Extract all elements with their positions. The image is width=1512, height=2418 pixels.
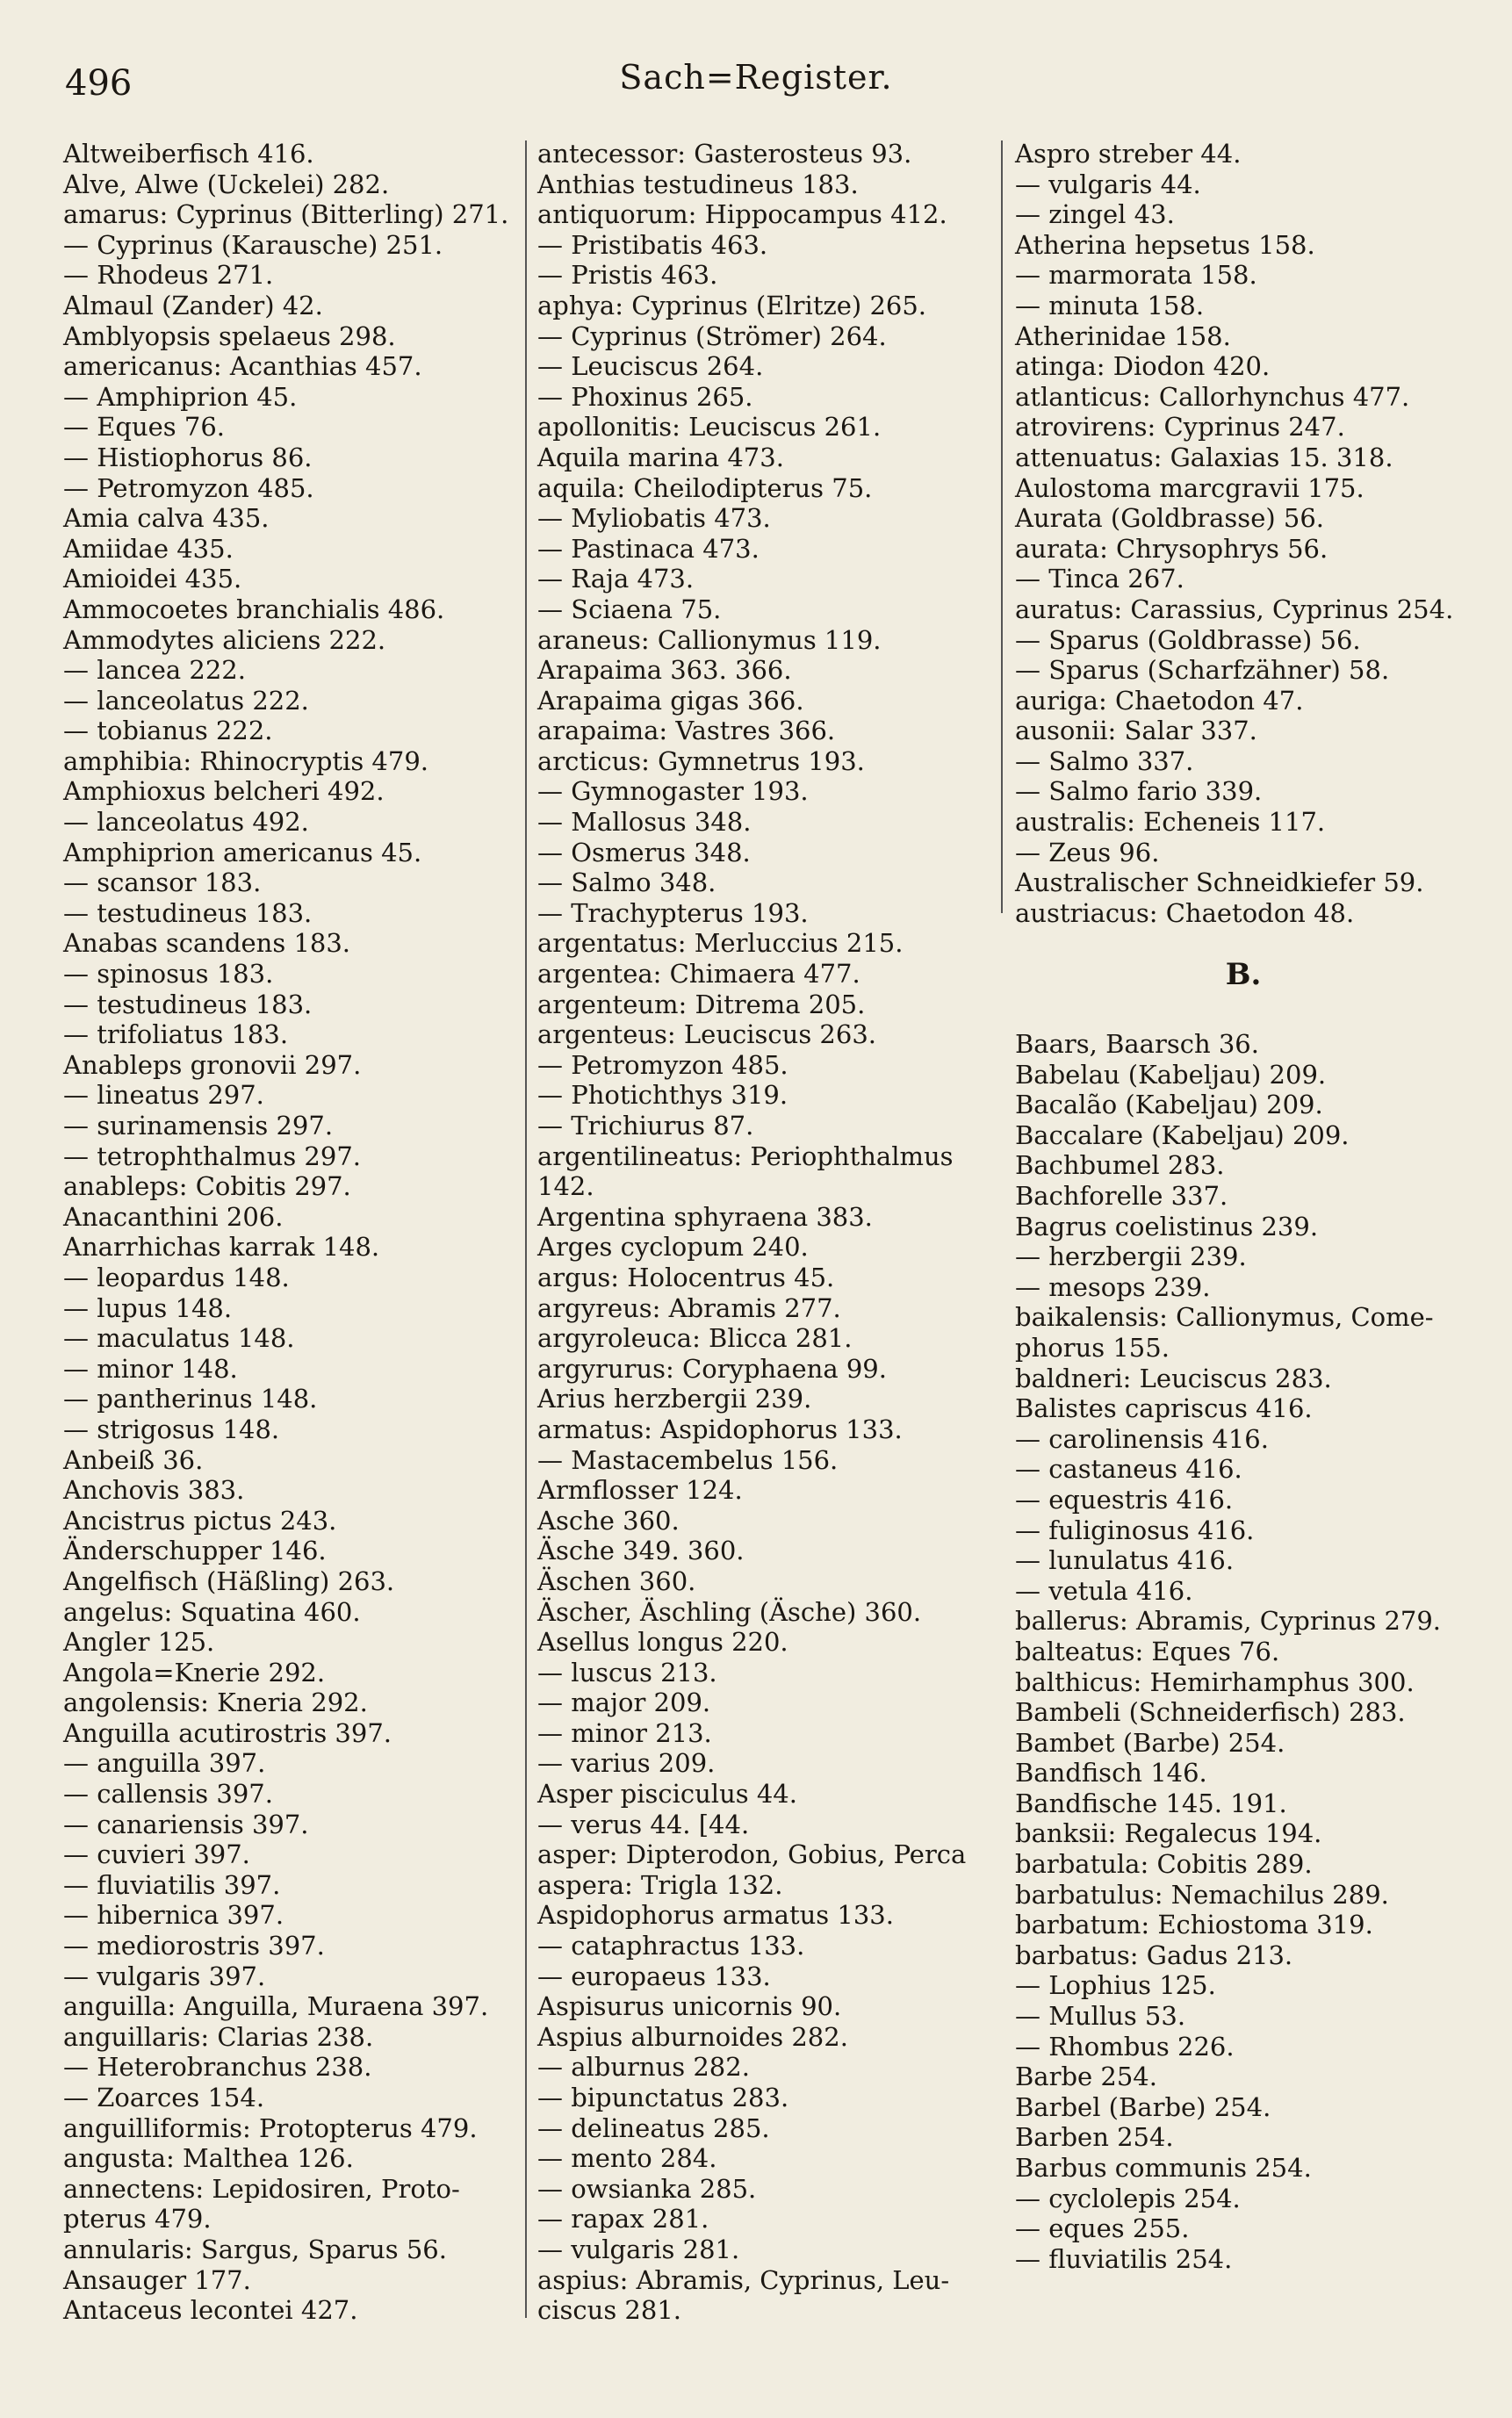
index-entry: Argentina sphyraena 383. [537,1201,873,1232]
index-entry: — hibernica 397. [63,1900,284,1931]
index-entry: Angelfisch (Häßling) 263. [63,1565,395,1596]
index-entry: argyroleuca: Blicca 281. [537,1323,853,1354]
index-entry: pterus 479. [63,2204,212,2234]
index-entry: — maculatus 148. [63,1323,295,1354]
index-entry: amarus: Cyprinus (Bitterling) 271. [63,199,509,230]
index-entry: Ammodytes aliciens 222. [63,624,386,655]
index-entry: — lunulatus 416. [1015,1545,1235,1576]
index-entry: auratus: Carassius, Cyprinus 254. [1015,594,1454,624]
index-entry: barbatula: Cobitis 289. [1015,1849,1313,1880]
index-entry: — lanceolatus 222. [63,685,309,716]
index-entry: — europaeus 133. [537,1961,771,1991]
index-entry: — Rhombus 226. [1015,2031,1235,2062]
index-entry: atinga: Diodon 420. [1015,351,1271,382]
index-entry: apollonitis: Leuciscus 261. [537,412,882,443]
index-entry: Aurata (Goldbrasse) 56. [1015,503,1325,534]
index-entry: — zingel 43. [1015,199,1175,230]
index-entry: — Lophius 125. [1015,1970,1216,2001]
index-entry: Arapaima gigas 366. [537,685,804,716]
index-entry: Amblyopsis spelaeus 298. [63,320,396,351]
index-entry: — Photichthys 319. [537,1080,788,1111]
index-entry: — Tinca 267. [1015,564,1184,594]
index-entry: — minuta 158. [1015,290,1205,320]
index-entry: argenteus: Leuciscus 263. [537,1019,877,1050]
index-entry: — cuvieri 397. [63,1839,250,1870]
index-entry: atrovirens: Cyprinus 247. [1015,412,1345,443]
index-entry: barbatum: Echiostoma 319. [1015,1910,1373,1940]
index-entry: — lupus 148. [63,1292,233,1323]
index-entry: anguillaris: Clarias 238. [63,2021,374,2052]
index-entry: atlanticus: Callorhynchus 477. [1015,381,1410,412]
index-group-b [1015,1029,1472,2274]
index-column-middle [537,139,994,2326]
index-entry: aspera: Trigla 132. [537,1869,783,1900]
index-entry: arapaima: Vastres 366. [537,716,836,746]
index-entry: Amphiprion americanus 45. [63,837,422,867]
index-entry: — vulgaris 44. [1015,169,1201,199]
index-entry: — Trachypterus 193. [537,897,809,928]
index-entry: — spinosus 183. [63,959,274,990]
index-entry: Almaul (Zander) 42. [63,290,323,320]
index-entry: Anarrhichas karrak 148. [63,1232,380,1263]
index-entry: — mento 284. [537,2143,717,2174]
index-entry: — Histiophorus 86. [63,442,313,472]
index-entry: — anguilla 397. [63,1748,266,1779]
index-entry: Asellus longus 220. [537,1627,788,1658]
index-entry: — mediorostris 397. [63,1931,325,1961]
index-entry: Bambeli (Schneiderfisch) 283. [1015,1697,1406,1728]
index-entry: Asche 360. [537,1505,680,1536]
index-entry: — Amphiprion 45. [63,381,298,412]
index-entry: americanus: Acanthias 457. [63,351,422,382]
index-entry: ciscus 281. [537,2295,681,2326]
index-entry: — Sciaena 75. [537,594,722,624]
index-entry: angolensis: Kneria 292. [63,1688,368,1718]
index-entry: — cataphractus 133. [537,1931,805,1961]
index-entry: Äscher, Äschling (Äsche) 360. [537,1596,922,1627]
index-entry: — Sparus (Scharfzähner) 58. [1015,655,1390,686]
index-entry: — Eques 76. [63,412,226,443]
index-entry: — Sparus (Goldbrasse) 56. [1015,624,1361,655]
column-rule [525,140,527,2318]
index-entry: argentatus: Merluccius 215. [537,928,904,959]
index-entry: — verus 44. [44. [537,1809,750,1839]
running-head: Sach=Register. [619,58,893,97]
index-entry: Balistes capriscus 416. [1015,1393,1313,1424]
index-entry: — herzbergii 239. [1015,1241,1247,1272]
index-entry: — fluviatilis 397. [63,1869,281,1900]
index-entry: aquila: Cheilodipterus 75. [537,472,873,503]
index-entry: attenuatus: Galaxias 15. 318. [1015,442,1393,472]
index-entry: — mesops 239. [1015,1271,1211,1302]
index-entry: angelus: Squatina 460. [63,1596,361,1627]
index-entry: Angler 125. [63,1627,215,1658]
index-entry: Babelau (Kabeljau) 209. [1015,1059,1327,1090]
index-entry: — Heterobranchus 238. [63,2052,372,2083]
index-entry: — scansor 183. [63,867,262,898]
index-entry: austriacus: Chaetodon 48. [1015,897,1355,928]
index-entry: balteatus: Eques 76. [1015,1636,1280,1666]
index-entry: — vulgaris 397. [63,1961,266,1991]
index-entry: phorus 155. [1015,1332,1170,1363]
index-entry: — Zoarces 154. [63,2083,265,2112]
index-entry: Bagrus coelistinus 239. [1015,1211,1319,1241]
index-entry: Angola=Knerie 292. [63,1657,326,1688]
index-entry: barbatulus: Nemachilus 289. [1015,1879,1389,1910]
index-entry: Atherinidae 158. [1015,320,1231,351]
index-entry: — Mastacembelus 156. [537,1444,839,1475]
index-entry: Bachforelle 337. [1015,1181,1228,1211]
index-entry: — cyclolepis 254. [1015,2183,1241,2213]
index-entry: anguilla: Anguilla, Muraena 397. [63,1991,489,2022]
index-entry: — marmorata 158. [1015,260,1257,291]
column-rule [1001,140,1003,913]
index-column-left [63,139,520,2326]
index-entry: Anableps gronovii 297. [63,1049,362,1080]
index-entry: Ammocoetes branchialis 486. [63,594,445,624]
index-entry: — fuliginosus 416. [1015,1515,1255,1545]
index-entry: — minor 213. [537,1717,712,1748]
index-entry: argyrurus: Coryphaena 99. [537,1353,887,1384]
index-entry: armatus: Aspidophorus 133. [537,1414,903,1444]
index-entry: 142. [537,1171,594,1202]
index-entry: — Cyprinus (Strömer) 264. [537,320,887,351]
index-entry: — carolinensis 416. [1015,1423,1269,1454]
index-entry: amphibia: Rhinocryptis 479. [63,745,428,776]
index-entry: — luscus 213. [537,1657,717,1688]
index-entry: balthicus: Hemirhamphus 300. [1015,1666,1415,1697]
index-entry: — Rhodeus 271. [63,260,274,291]
index-entry: — Zeus 96. [1015,837,1160,867]
index-entry: Barben 254. [1015,2122,1174,2153]
index-entry: Bandfisch 146. [1015,1758,1207,1788]
index-entry: argentea: Chimaera 477. [537,959,860,990]
section-letter-b: B. [1225,957,1262,993]
index-entry: argyreus: Abramis 277. [537,1292,841,1323]
page-number: 496 [65,63,133,104]
index-entry: Amphioxus belcheri 492. [63,776,385,807]
index-entry: — strigosus 148. [63,1414,280,1444]
index-entry: Anabas scandens 183. [63,928,351,959]
index-entry: — vulgaris 281. [537,2234,740,2264]
index-entry: Anchovis 383. [63,1475,245,1506]
index-entry: Altweiberfisch 416. [63,139,314,169]
index-entry: Aulostoma marcgravii 175. [1015,472,1364,503]
index-entry: — tobianus 222. [63,716,273,746]
index-entry: arcticus: Gymnetrus 193. [537,745,865,776]
index-entry: — Osmerus 348. [537,837,751,867]
index-entry: antecessor: Gasterosteus 93. [537,139,912,169]
index-entry: Arges cyclopum 240. [537,1232,809,1263]
index-entry: Anbeiß 36. [63,1444,204,1475]
index-entry: ballerus: Abramis, Cyprinus 279. [1015,1606,1442,1637]
index-entry: annularis: Sargus, Sparus 56. [63,2234,447,2264]
index-entry: anguilliformis: Protopterus 479. [63,2112,478,2143]
index-entry: — tetrophthalmus 297. [63,1141,361,1171]
index-entry: Ansauger 177. [63,2264,251,2295]
index-entry: Aspro streber 44. [1015,139,1242,169]
index-entry: — fluviatilis 254. [1015,2243,1233,2274]
index-entry: — trifoliatus 183. [63,1019,289,1050]
index-entry: Änderschupper 146. [63,1536,327,1566]
index-entry: annectens: Lepidosiren, Proto- [63,2173,460,2204]
index-entry: — Pristis 463. [537,260,718,291]
index-entry: — rapax 281. [537,2204,709,2234]
index-entry: Amia calva 435. [63,503,270,534]
index-entry: ausonii: Salar 337. [1015,716,1257,746]
index-entry: — lancea 222. [63,655,246,686]
index-entry: anableps: Cobitis 297. [63,1171,351,1202]
index-entry: angusta: Malthea 126. [63,2143,354,2174]
index-entry: — Leuciscus 264. [537,351,764,382]
index-entry: Baars, Baarsch 36. [1015,1029,1259,1060]
index-entry: Barbus communis 254. [1015,2153,1312,2183]
index-entry: — testudineus 183. [63,989,313,1019]
index-entry: baldneri: Leuciscus 283. [1015,1363,1332,1393]
index-entry: — Pristibatis 463. [537,229,768,260]
index-entry: — Mallosus 348. [537,807,752,838]
index-entry: — varius 209. [537,1748,716,1779]
index-entry: aspius: Abramis, Cyprinus, Leu- [537,2264,950,2295]
index-entry: — Pastinaca 473. [537,533,760,564]
index-entry: Bambet (Barbe) 254. [1015,1727,1285,1758]
index-entry: banksii: Regalecus 194. [1015,1818,1322,1849]
index-entry: — major 209. [537,1688,711,1718]
index-entry: Bacalão (Kabeljau) 209. [1015,1090,1323,1120]
index-entry: argenteum: Ditrema 205. [537,989,866,1019]
index-entry: baikalensis: Callionymus, Come- [1015,1302,1434,1333]
index-entry: barbatus: Gadus 213. [1015,1939,1293,1970]
index-entry: — Phoxinus 265. [537,381,753,412]
index-entry: aphya: Cyprinus (Elritze) 265. [537,290,927,320]
index-entry: — castaneus 416. [1015,1454,1242,1485]
index-entry: Amioidei 435. [63,564,242,594]
index-entry: — owsianka 285. [537,2173,757,2204]
index-entry: Australischer Schneidkiefer 59. [1015,867,1424,898]
index-entry: Asper pisciculus 44. [537,1779,797,1810]
index-entry: — alburnus 282. [537,2052,750,2083]
index-entry: auriga: Chaetodon 47. [1015,685,1304,716]
index-entry: — Mullus 53. [1015,2001,1186,2032]
index-entry: — Cyprinus (Karausche) 251. [63,229,443,260]
index-entry: Atherina hepsetus 158. [1015,229,1315,260]
index-column-right [1015,139,1472,2274]
index-entry: Barbel (Barbe) 254. [1015,2091,1271,2122]
index-entry: — lanceolatus 492. [63,807,309,838]
index-entry: argentilineatus: Periophthalmus [537,1141,954,1171]
index-entry: — surinamensis 297. [63,1111,334,1141]
index-entry: aurata: Chrysophrys 56. [1015,533,1328,564]
index-entry: Bandfische 145. 191. [1015,1788,1287,1818]
index-entry: Aspidophorus armatus 133. [537,1900,894,1931]
index-entry: Aquila marina 473. [537,442,784,472]
index-entry: Aspius alburnoides 282. [537,2021,848,2052]
index-entry: — Trichiurus 87. [537,1111,754,1141]
index-entry: araneus: Callionymus 119. [537,624,882,655]
index-entry: — delineatus 285. [537,2112,770,2143]
index-entry: — canariensis 397. [63,1809,309,1839]
index-entry: — lineatus 297. [63,1080,264,1111]
index-entry: Bachbumel 283. [1015,1150,1225,1181]
index-entry: — Salmo 337. [1015,745,1194,776]
index-entry: — leopardus 148. [63,1262,290,1292]
index-entry: Barbe 254. [1015,2062,1157,2092]
index-entry: — Salmo 348. [537,867,716,898]
index-entry: — testudineus 183. [63,897,313,928]
index-entry: Äschen 360. [537,1565,696,1596]
index-entry: — Gymnogaster 193. [537,776,809,807]
index-entry: — vetula 416. [1015,1575,1193,1606]
index-entry: Arapaima 363. 366. [537,655,792,686]
index-entry: — equestris 416. [1015,1484,1234,1515]
index-entry: antiquorum: Hippocampus 412. [537,199,947,230]
index-entry: asper: Dipterodon, Gobius, Perca [537,1839,967,1870]
index-entry: — Myliobatis 473. [537,503,771,534]
index-entry: australis: Echeneis 117. [1015,807,1326,838]
index-entry: Ancistrus pictus 243. [63,1505,337,1536]
index-entry: Alve, Alwe (Uckelei) 282. [63,169,390,199]
index-entry: argus: Holocentrus 45. [537,1262,835,1292]
index-entry: Antaceus lecontei 427. [63,2295,358,2326]
index-entry: Arius herzbergii 239. [537,1384,812,1414]
index-entry: Baccalare (Kabeljau) 209. [1015,1119,1350,1150]
index-entry: Anthias testudineus 183. [537,169,859,199]
index-group-a [1015,139,1472,928]
index-entry: — minor 148. [63,1353,238,1384]
index-entry: — callensis 397. [63,1779,273,1810]
index-entry: Anacanthini 206. [63,1201,284,1232]
index-entry: Aspisurus unicornis 90. [537,1991,842,2022]
index-entry: — eques 255. [1015,2213,1190,2244]
index-entry: Armflosser 124. [537,1475,743,1506]
index-entry: — pantherinus 148. [63,1384,318,1414]
index-entry: Äsche 349. 360. [537,1536,745,1566]
index-entry: — Raja 473. [537,564,695,594]
index-entry: Anguilla acutirostris 397. [63,1717,392,1748]
index-entry: — Petromyzon 485. [537,1049,788,1080]
index-entry: — Petromyzon 485. [63,472,314,503]
index-entry: — Salmo fario 339. [1015,776,1263,807]
index-entry: — bipunctatus 283. [537,2083,789,2112]
index-entry: Amiidae 435. [63,533,234,564]
